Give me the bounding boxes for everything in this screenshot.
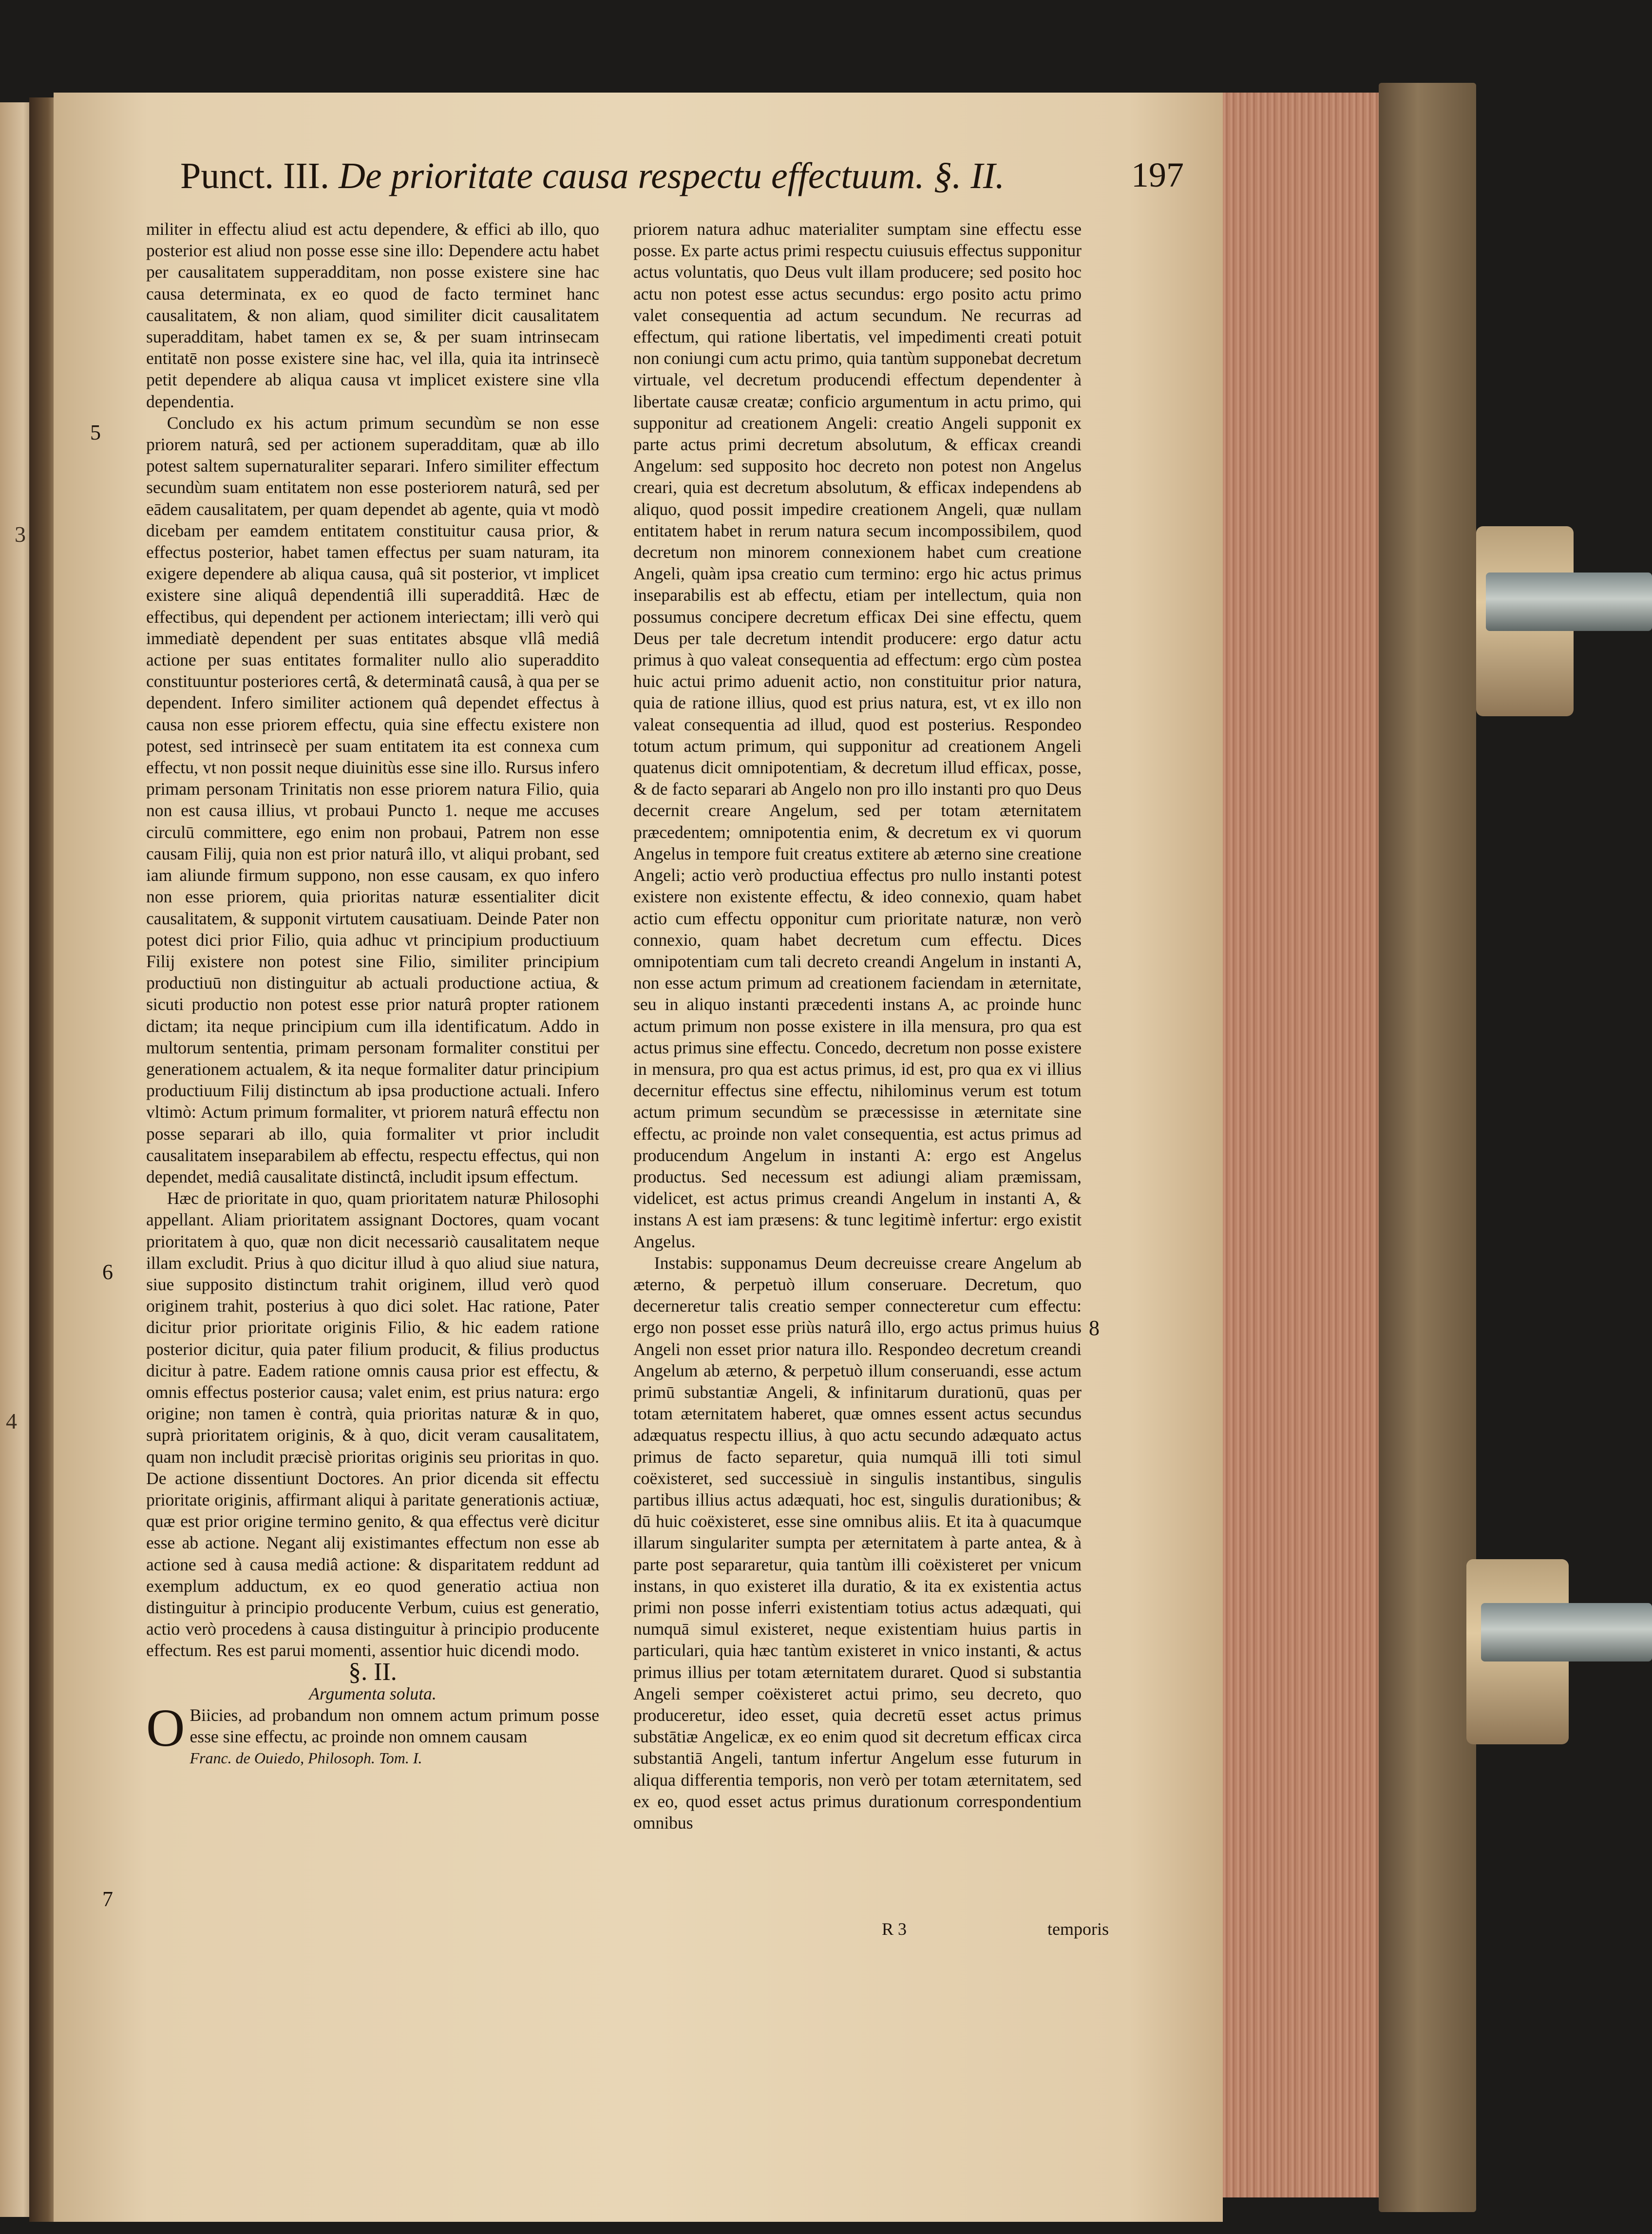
- section-title: §. II.: [348, 1658, 397, 1686]
- page-number: 197: [1131, 155, 1184, 194]
- left-paragraph-2: Concludo ex his actum primum secundùm se non esse priorem naturâ, sed per actionem superadditam, quæ ab illo potest saltem supernaturaliter separari. Infero similiter effectum secundùm suam entitatem non esse posteriorem naturâ, sed per eādem causalitatem, per quam dependet ab agente, quia vt modò dicebam per eamdem entitatem constituitur causa prior, & effectus posterior, habet tamen effectus per suam naturam, ita exigere dependere ab aliqua causa, quâ sit posterior, vt implicet existere sine aliquâ dependentiâ illi superadditâ. Hæc de effectibus, qui dependent per actionem interiectam; illi verò qui immediatè dependent per suas entitates absque vllâ mediâ actione per suas entitates formaliter nullo alio superaddito constituuntur posteriores certâ, & determinatâ causâ, à qua per se dependent. Infero similiter actionem quâ dependet effectus à causa non esse priorem effectu, quia sine effectu existere non potest, sed intrinsecè per suam entitatem ita est connexa cum effectu, vt non possit neque diuinitùs esse sine illo. Rursus infero primam personam Trinitatis non esse priorem natura Filio, quia non est causa illius, vt probaui Puncto 1. neque me accuses circulū committere, ego enim non probaui, Patrem non esse causam Filij, quia non est prior naturâ illo, vt aliqui probant, sed iam aliunde firmum suppono, non esse causam, ex quo infero non esse priorem, quia prioritas naturæ essentialiter dicit causalitatem, & supponit virtutem causatiuam. Deinde Pater non potest dici prior Filio, quia adhuc vt principium productiuum Filij existere non potest sine Filio, similiter principium productiuū non distinguitur ab actuali productione actiua, & sicuti productio non potest esse prior naturâ propter rationem dictam; ita neque principium cum illa identificatum. Addo in multorum sententia, primam personam formaliter constitui per generationem actualem, & ita neque formaliter datur principium productiuum Filij distinctum ab ipsa productione actuali. Infero vltimò: Actum primum formaliter, vt priorem naturâ effectu non posse separari ab illo, quia formaliter vt prior includit causalitatem inseparabilem ab effectu, respectu effectus, qui non dependet, mediâ causalitate distinctâ, includit ipsum effectum.: [146, 413, 599, 1186]
- margin-number-8: 8: [1089, 1316, 1100, 1340]
- left-paragraph-4-text: Biicies, ad probandum non omnem actum primum posse esse sine effectu, ac proinde non omnem causam: [190, 1705, 599, 1747]
- book-cover-board: [1379, 83, 1476, 2212]
- header-running-title: De prioritate causa respectu effectuum. §. II.: [339, 155, 1005, 196]
- left-paragraph-3: Hæc de prioritate in quo, quam prioritatem naturæ Philosophi appellant. Aliam prioritatem assignant Doctores, quam vocant prioritatem à quo, quæ non dicit necessariò causalitatem neque illam excludit. Prius à quo dicitur illud à quo aliud siue natura, siue supposito distinctum trahit originem, illud verò quod originem trahit, posterius à quo dici solet. Hac ratione, Pater dicitur prior prioritate originis Filio, & hic eadem ratione posterior dicitur, quia pater filium producit, & filius productus dicitur à patre. Eadem ratione omnis causa prior est effectu, & omnis effectus posterior causa; valet enim, est prius natura: ergo origine; non tamen è contrà, quia prioritas naturæ & in quo, suprà prioritatem originis, & à quo, dicit veram causalitatem, quam non includit præcisè prioritas originis seu prioritas in quo. De actione dissentiunt Doctores. An prior dicenda sit effectu prioritate originis, affirmant aliqui à paritate generationis actiuæ, quæ est prior origine termino genito, & qua effectus verè dicitur esse ab actione. Negant alij existimantes effectum non esse ab actione sed à causa mediâ actione: & disparitatem reddunt ad exemplum adductum, ex eo quod generatio actiua non distinguitur à principio producente Verbum, cuius est generatio, actio verò procedens à causa distinguitur à principio producente effectum. Res est parui momenti, assentior huic dicendi modo.: [146, 1188, 599, 1661]
- left-paragraph-1: militer in effectu aliud est actu dependere, & effici ab illo, quo posterior est aliud non posse esse sine illo: Dependere actu habet per causalitatem supperadditam, non posse existere sine hac causa determinata, ex eo quod de facto terminet hanc causalitatem, & non aliam, quod similiter dicit causalitatem superadditam, habet tamen ex se, & per suam intrinsecam entitatē non posse existere sine hac, vel illa, quia ita intrinsecè petit dependere ab aliqua causa vt implicet existere sine vlla dependentia.: [146, 219, 599, 411]
- section-subtitle: Argumenta soluta.: [309, 1683, 437, 1703]
- margin-number-7: 7: [102, 1887, 113, 1911]
- footer-note: Franc. de Ouiedo, Philosoph. Tom. I.: [190, 1749, 422, 1767]
- header-section: Punct. III.: [180, 155, 330, 196]
- signature-mark: R 3: [882, 1919, 907, 1939]
- upper-clasp-metal: [1486, 573, 1652, 631]
- right-paragraph-2: Instabis: supponamus Deum decreuisse creare Angelum ab æterno, & perpetuò illum conseruare. Decretum, quo decerneretur talis creatio semper connecteretur cum effectu: ergo non posset esse priùs naturâ illo, ergo actus primus huius Angeli non esset prior natura illo. Respondeo decretum creandi Angelum ab æterno, & perpetuò illum conseruandi, esse actum primū substantiæ Angeli, & infinitarum durationū, quas per totam æternitatem haberet, quæ omnes essent actus secundus adæquatus respectu illius, à quo actu secundo adæquato actus primus de facto separetur, quia numquā illi toti simul coëxisteret, sed successiuè in singulis instantibus, singulis partibus illius actus adæquati, hoc est, singulis durationibus; & dū huic coëxisteret, esse sine omnibus aliis. Et ita à quacumque illarum singulariter sumpta per æternitatem à parte antea, & à parte post separaretur, quia tantùm illi coëxisteret per vnicum instans, in quo existeret illa duratio, & ita ex existentia actus primi non posse inferri existentiam totius actus adæquati, qui numquā simul existeret, neque existentiam huius partis in particulari, quia hæc tantùm existeret in vnico instanti, & actus primus illius per totam æternitatem duraret. Quod si substantia Angeli semper coëxisteret actui primo, seu decreto, quo produceretur, ideo esset, quia decretū esset actus primus substātiæ Angelicæ, ex eo enim quod sit decretum efficax circa substantiā Angeli, tantum infertur Angelum esse futurum in aliqua differentia temporis, non verò per totam æternitatem, sed ex eo, quod esset actus primus durationum correspondentium omnibus: [633, 1253, 1082, 1833]
- lower-clasp-metal: [1481, 1603, 1652, 1661]
- right-paragraph-1: priorem natura adhuc materialiter sumptam sine effectu esse posse. Ex parte actus primi respectu cuiusuis effectus supponitur actus voluntatis, quo Deus vult illam producere; sed posito hoc actu non potest esse actus secundus: ergo posito actu primo valet consequentia ad actum secundum. Ne recurras ad effectum, qui ratione libertatis, vel impedimenti creati potuit non coniungi cum actu primo, quia tantùm supponebat decretum virtuale, vel decretum producendi effectum dependenter à libertate causæ creatæ; conficio argumentum in actu primo, qui supponitur ad creationem Angeli: creatio Angeli supponit ex parte actus primi decretum absolutum, & efficax creandi Angelum: sed supposito hoc decreto non potest non Angelus creari, quia est decretum absolutum, & efficax independens ab aliquo, quod possit impedire creationem Angeli, quæ nullam entitatem habet in rerum natura secum incompossibilem, quod decretum non minorem connexionem habet cum creatione Angeli, quàm ipsa creatio cum termino: ergo hic actus primus inseparabilis est ab effectu, etiam per intellectum, quia non possumus concipere decretum efficax Dei sine effectu, quem Deus per tale decretum intendit producere: ergo datur actu primus à quo valeat consequentia ad effectum: ergo cùm postea huic actui primo aduenit actio, non constituitur prior natura, quia de ratione illius, quod est prius natura, est, vt ex illo non valeat consequentia ad illud, quod est posterius. Respondeo totum actum primum, qui supponitur ad creationem Angeli quatenus dicit omnipotentiam, & decretum illud efficax, posse, & de facto separari ab Angelo non pro illo instanti pro quo Deus decernit creare Angelum, sed per totam æternitatem præcedentem; omnipotentia enim, & decretum ex vi quorum Angelus in tempore fuit creatus extitere ab æterno sine creatione Angeli; actio verò productiua effectus pro nullo instanti potest existere non existente effectu, & ideo connexio, quam habet actio cum effectu opponitur cum prioritate naturæ, non verò connexio, quam habet decretum cum effectu. Dices omnipotentiam cum tali decreto creandi Angelum in instanti A, non esse actum primum ad creationem faciendam in æternitate, seu in aliquo instanti præcedenti instans A, ac proinde hunc actum primum non posse existere in illa mensura, pro qua est actus primus sine effectu. Concedo, decretum non posse existere in mensura, pro qua est actus primus, id est, pro qua ex vi illius decernitur effectus sine effectu, nihilominus verum est totum actum primum secundùm se præcessisse in æternitate sine effectu, ac proinde non valet consequentia, est actus primus ad producendum Angelum in instanti A: ergo est Angelus productus. Sed necessum est adiungi aliam præmissam, videlicet, est actus primus creandi Angelum in instanti A, & instans A est iam præsens: & tunc legitimè infertur: ergo existit Angelus.: [633, 219, 1082, 1251]
- left-page-margin-number-3: 3: [15, 522, 26, 547]
- left-text-column: [146, 218, 599, 1769]
- catchword: temporis: [1047, 1919, 1109, 1939]
- page-header: [180, 155, 1184, 209]
- right-text-column: [633, 218, 1082, 1833]
- page-fore-edge: [1208, 93, 1393, 2197]
- drop-cap: O: [146, 1698, 185, 1758]
- margin-number-5: 5: [90, 420, 101, 444]
- left-page-margin-number-4: 4: [6, 1409, 17, 1433]
- margin-number-6: 6: [102, 1260, 113, 1284]
